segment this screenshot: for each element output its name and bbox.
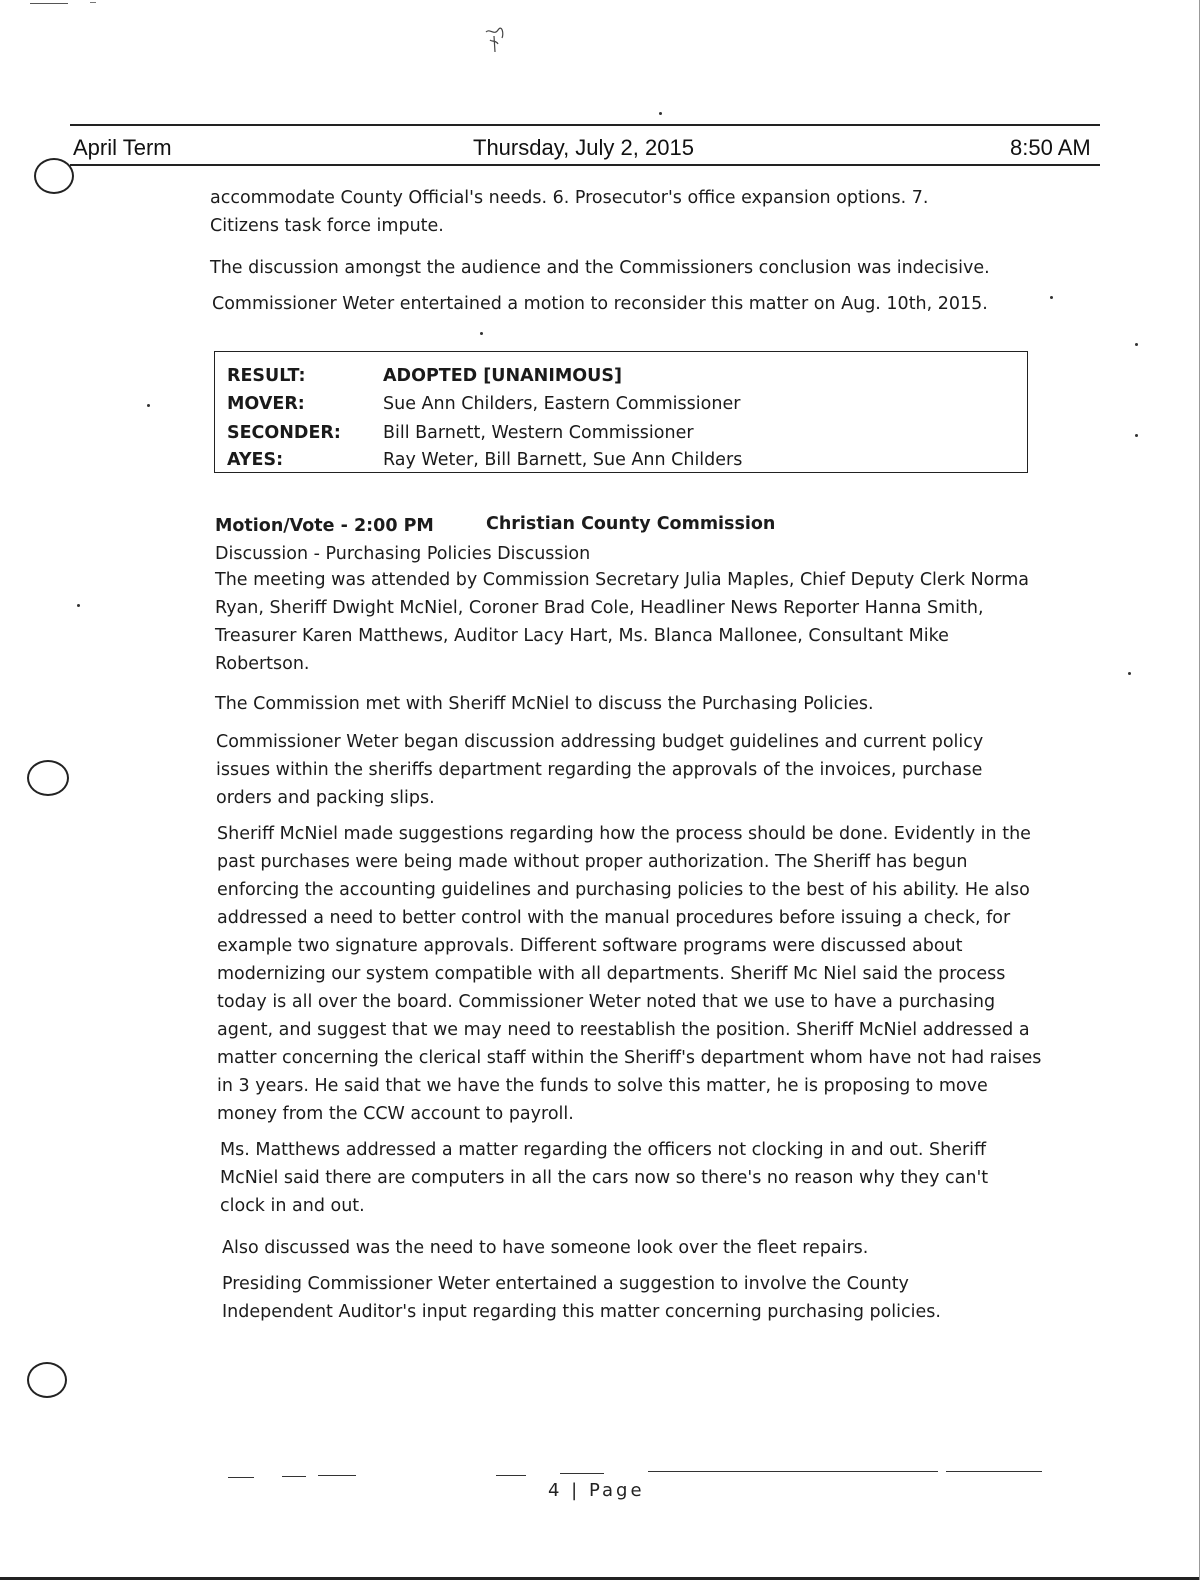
footer-rule-segment	[282, 1476, 306, 1477]
scan-speck	[77, 604, 80, 607]
vote-mover-value: Sue Ann Childers, Eastern Commissioner	[383, 394, 741, 414]
scan-artifact-line	[30, 3, 68, 4]
header-date: Thursday, July 2, 2015	[473, 135, 694, 160]
scan-scribble-mark	[482, 22, 508, 56]
footer-rule-segment	[228, 1477, 254, 1478]
header-rule-bottom	[70, 164, 1100, 166]
footer-rule-segment	[560, 1473, 604, 1474]
scan-artifact-tick	[90, 2, 96, 3]
paragraph-attendance: The meeting was attended by Commission Secretary Julia Maples, Chief Deputy Clerk Norma Ryan, Sheriff Dwight McNiel, Coroner Brad Cole, Headliner News Reporter Hanna Smith, Treasurer Karen Matthews, Auditor Lacy Hart, Ms. Blanca Mallonee, Consultant Mike Robertson.	[215, 570, 1030, 674]
footer-rule-segment	[496, 1475, 526, 1476]
motion-heading-label: Motion/Vote - 2:00 PM	[215, 516, 434, 536]
paragraph-commission-met: The Commission met with Sheriff McNiel to discuss the Purchasing Policies.	[215, 694, 874, 714]
header-time: 8:50 AM	[1010, 135, 1091, 160]
vote-row-ayes	[227, 446, 1017, 475]
paragraph-weter-discussion: Commissioner Weter began discussion addressing budget guidelines and current policy issues within the sheriffs department regarding the approvals of the invoices, purchase orders and packing slips.	[216, 732, 984, 808]
header-rule-top	[70, 124, 1100, 126]
vote-result-table	[214, 351, 1028, 473]
scan-speck	[1050, 296, 1053, 299]
vote-row-result	[227, 362, 1017, 391]
vote-row-seconder	[227, 419, 1017, 448]
paragraph-fleet-repairs: Also discussed was the need to have someone look over the fleet repairs.	[222, 1238, 869, 1258]
vote-result-label: RESULT:	[227, 366, 306, 386]
paragraph-matthews: Ms. Matthews addressed a matter regarding the officers not clocking in and out. Sheriff McNiel said there are computers in all the cars now so there's no reason why they can't clock in and out.	[220, 1140, 989, 1216]
scan-speck	[1135, 343, 1138, 346]
footer-rule-segment	[648, 1471, 938, 1472]
scan-speck	[480, 332, 483, 335]
paragraph-continuation: accommodate County Official's needs. 6. Prosecutor's office expansion options. 7. Citizens task force impute.	[210, 188, 929, 236]
paragraph-discussion-conclusion: The discussion amongst the audience and the Commissioners conclusion was indecisive.	[210, 258, 990, 278]
footer-rule-segment	[318, 1475, 356, 1476]
header-term: April Term	[73, 135, 172, 160]
paragraph-mcniel-suggestions: Sheriff McNiel made suggestions regarding how the process should be done. Evidently in the past purchases were being made without proper authorization. The Sheriff has begun enforcing the accounting guidelines and purchasing policies to the best of his ability. He also addressed a need to better control with the manual procedures before issuing a check, for example two signature approvals. Different software programs were discussed about modernizing our system compatible with all departments. Sheriff Mc Niel said the process today is all over the board. Commissioner Weter noted that we use to have a purchasing agent, and suggest that we may need to reestablish the position. Sheriff McNiel addressed a matter concerning the clerical staff within the Sheriff's department whom have not had raises in 3 years. He said that we have the funds to solve this matter, he is proposing to move money from the CCW account to payroll.	[217, 824, 1042, 1124]
scan-speck	[1128, 672, 1131, 675]
vote-ayes-value: Ray Weter, Bill Barnett, Sue Ann Childers	[383, 450, 743, 470]
punch-hole-icon	[34, 158, 74, 194]
vote-seconder-label: SECONDER:	[227, 423, 341, 443]
motion-heading-body: Christian County Commission	[486, 514, 776, 534]
vote-row-mover	[227, 390, 1017, 419]
punch-hole-icon	[27, 760, 69, 796]
vote-seconder-value: Bill Barnett, Western Commissioner	[383, 423, 694, 443]
scan-speck	[147, 404, 150, 407]
scan-speck	[1135, 434, 1138, 437]
vote-ayes-label: AYES:	[227, 450, 284, 470]
footer-rule-segment	[946, 1471, 1042, 1472]
punch-hole-icon	[27, 1362, 67, 1398]
paragraph-motion-reconsider: Commissioner Weter entertained a motion to reconsider this matter on Aug. 10th, 2015.	[212, 294, 988, 314]
vote-mover-label: MOVER:	[227, 394, 305, 414]
page-number: 4 | Page	[548, 1480, 645, 1501]
vote-result-value: ADOPTED [UNANIMOUS]	[383, 366, 622, 386]
discussion-heading: Discussion - Purchasing Policies Discussion	[215, 544, 591, 564]
paragraph-independent-auditor: Presiding Commissioner Weter entertained a suggestion to involve the County Independent Auditor's input regarding this matter concerning purchasing policies.	[222, 1274, 941, 1322]
scan-speck	[659, 112, 662, 115]
